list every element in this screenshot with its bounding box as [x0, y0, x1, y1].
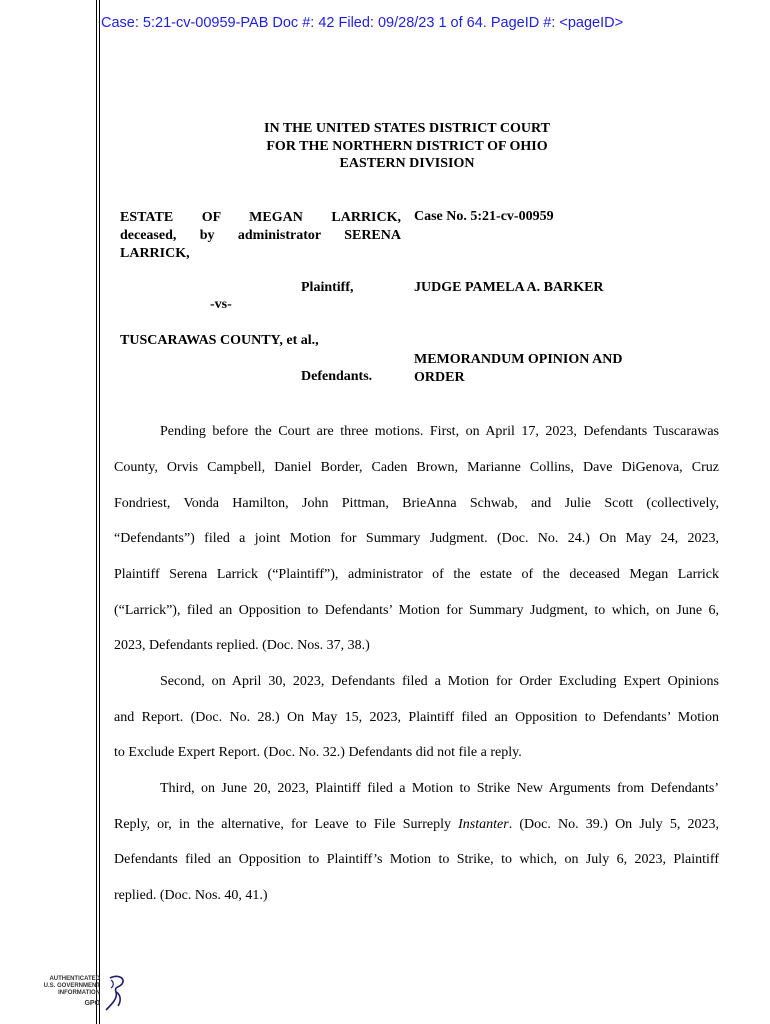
defendant-role: Defendants. [301, 369, 373, 384]
plaintiff-name-line-1: ESTATE OF MEGAN LARRICK, [120, 210, 401, 225]
ecf-header-stamp: Case: 5:21-cv-00959-PAB Doc #: 42 Filed: 09/28/23 1 of 64. PageID #: <pageID> [101, 15, 624, 31]
document-title-line-1: MEMORANDUM OPINION AND [414, 352, 623, 367]
judge-name: JUDGE PAMELA A. BARKER [414, 280, 604, 295]
body-line: Fondriest, Vonda Hamilton, John Pittman, BrieAnna Schwab, and Julie Scott (collectively, [114, 496, 719, 511]
plaintiff-name [120, 209, 401, 263]
case-number: Case No. 5:21-cv-00959 [414, 209, 554, 224]
body-line: replied. (Doc. Nos. 40, 41.) [114, 888, 268, 903]
margin-rule-left-inner [99, 0, 100, 1024]
body-line: 2023, Defendants replied. (Doc. Nos. 37, 38.) [114, 638, 370, 653]
versus-label: -vs- [210, 297, 232, 312]
italic-term: Instanter [458, 817, 509, 832]
seal-text-line: GPO [84, 1000, 100, 1007]
plaintiff-name-line-2: deceased, by administrator SERENA [120, 228, 401, 243]
court-heading-line-1: IN THE UNITED STATES DISTRICT COURT [264, 121, 550, 136]
court-heading-line-3: EASTERN DIVISION [339, 156, 475, 171]
court-heading-line-2: FOR THE NORTHERN DISTRICT OF OHIO [266, 138, 548, 154]
body-line: Pending before the Court are three motions. First, on April 17, 2023, Defendants Tuscarawas [160, 424, 719, 439]
margin-rule-left-outer [96, 0, 97, 1024]
body-line: (“Larrick”), filed an Opposition to Defendants’ Motion for Summary Judgment, to which, on June 6, [114, 603, 719, 618]
body-line: “Defendants”) filed a joint Motion for Summary Judgment. (Doc. No. 24.) On May 24, 2023, [114, 531, 719, 546]
body-line: County, Orvis Campbell, Daniel Border, Caden Brown, Marianne Collins, Dave DiGenova, Cruz [114, 460, 719, 475]
defendant-name: TUSCARAWAS COUNTY, et al., [120, 333, 319, 348]
gpo-authentication-seal [44, 974, 128, 1014]
body-text-segment: . (Doc. No. 39.) On July 5, 2023, [508, 817, 719, 832]
document-title-line-2: ORDER [414, 369, 465, 385]
body-line-with-italic [114, 816, 719, 834]
court-heading [200, 120, 614, 173]
seal-text-line: U.S. GOVERNMENT [43, 983, 100, 989]
body-line: Third, on June 20, 2023, Plaintiff filed a Motion to Strike New Arguments from Defendants’ [160, 781, 719, 796]
plaintiff-role: Plaintiff, [301, 280, 354, 295]
body-text-segment: Reply, or, in the alternative, for Leave to File Surreply [114, 817, 459, 832]
body-line: to Exclude Expert Report. (Doc. No. 32.) Defendants did not file a reply. [114, 745, 522, 760]
body-line: Defendants filed an Opposition to Plaintiff’s Motion to Strike, to which, on July 6, 2023, Plaintiff [114, 852, 719, 867]
seal-text-line: AUTHENTICATED [49, 976, 100, 982]
body-line: and Report. (Doc. No. 28.) On May 15, 2023, Plaintiff filed an Opposition to Defendants’ Motion [114, 710, 719, 725]
body-line: Plaintiff Serena Larrick (“Plaintiff”), administrator of the estate of the deceased Megan Larrick [114, 567, 719, 582]
document-title [414, 351, 622, 386]
seal-text-line: INFORMATION [58, 990, 100, 996]
eagle-icon [102, 974, 128, 1014]
plaintiff-name-line-3: LARRICK, [120, 246, 190, 261]
body-line: Second, on April 30, 2023, Defendants filed a Motion for Order Excluding Expert Opinions [160, 674, 719, 689]
